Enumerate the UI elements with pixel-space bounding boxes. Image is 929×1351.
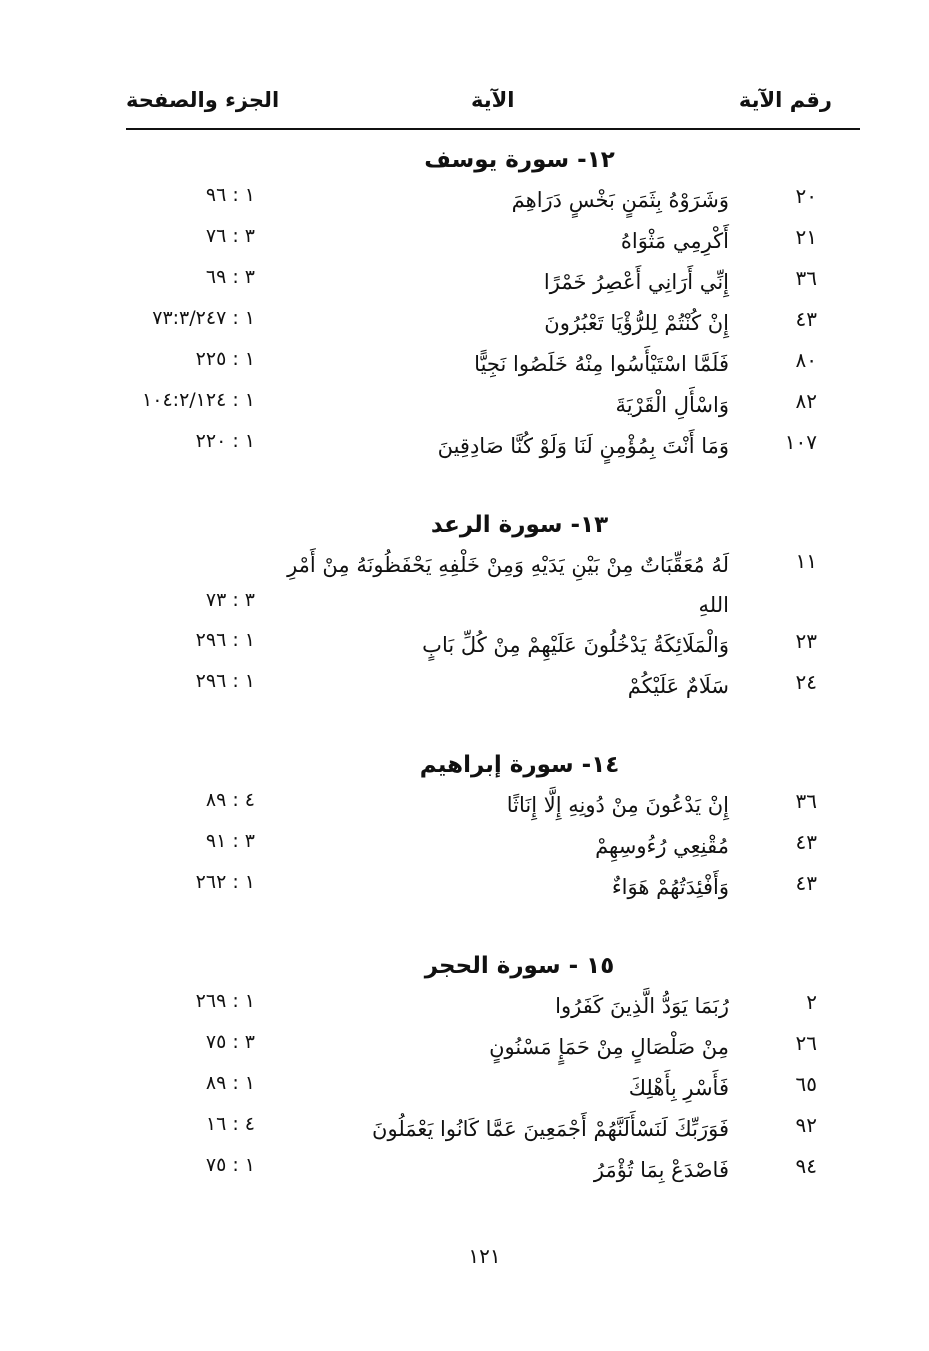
volume-page-reference: ١ : ٨٩ (205, 1072, 255, 1094)
verse-number: ٢٦ (795, 1031, 817, 1055)
section-gap (0, 467, 929, 505)
volume-page-reference: ١ : ٢٩٦ (195, 629, 255, 651)
verse-text: إِنْ كُنْتُمْ لِلرُّؤْيَا تَعْبُرُونَ (544, 311, 729, 335)
volume-page-reference: ٣ : ٧٦ (205, 225, 255, 247)
section-gap (0, 707, 929, 745)
header-verse: الآية (471, 88, 515, 112)
volume-page-reference: ١ : ٢٢٠ (195, 430, 255, 452)
verse-row (0, 826, 929, 867)
header-reference: الجزء والصفحة (126, 88, 280, 112)
verse-number: ٤٣ (795, 830, 817, 854)
surah-section (0, 946, 929, 1191)
header-rule (126, 128, 860, 130)
verse-text: مِنْ صَلْصَالٍ مِنْ حَمَإٍ مَسْنُونٍ (489, 1035, 729, 1059)
verse-text: لَهُ مُعَقِّبَاتٌ مِنْ بَيْنِ يَدَيْهِ وَمِنْ خَلْفِهِ يَحْفَظُونَهُ مِنْ أَمْرِ اللهِ (287, 553, 729, 617)
verse-number: ٢١ (795, 225, 817, 249)
verse-text: وَمَا أَنْتَ بِمُؤْمِنٍ لَنَا وَلَوْ كُنَّا صَادِقِينَ (437, 434, 729, 458)
page-number: ١٢١ (468, 1244, 501, 1268)
verse-number: ٣٦ (795, 789, 817, 813)
section-gap (0, 908, 929, 946)
verse-row (0, 344, 929, 385)
verse-number: ٣٦ (795, 266, 817, 290)
verse-text: أَكْرِمِي مَثْوَاهُ (620, 229, 729, 253)
verse-row (0, 1027, 929, 1068)
verse-row (0, 180, 929, 221)
verse-number: ٨٢ (795, 389, 817, 413)
table-header (126, 88, 860, 122)
verse-row (0, 986, 929, 1027)
volume-page-reference: ١ : ٧٥ (205, 1154, 255, 1176)
volume-page-reference: ٣ : ٦٩ (205, 266, 255, 288)
verse-number: ١٠٧ (784, 430, 817, 454)
verse-number: ٤٣ (795, 871, 817, 895)
surah-title: ١٤- سورة إبراهيم (419, 752, 620, 778)
volume-page-reference: ٣ : ٧٥ (205, 1031, 255, 1053)
verse-row (0, 785, 929, 826)
verse-row (0, 426, 929, 467)
verse-number: ٢ (806, 990, 817, 1014)
verse-text: سَلَامٌ عَلَيْكُمْ (627, 674, 729, 698)
verse-row (0, 1150, 929, 1191)
verse-text: إِنِّي أَرَانِي أَعْصِرُ خَمْرًا (543, 270, 729, 294)
volume-page-reference: ١ : ٩٦ (205, 184, 255, 206)
surah-section (0, 505, 929, 707)
surah-title: ١٢- سورة يوسف (424, 147, 615, 173)
volume-page-reference: ٣ : ٩١ (205, 830, 255, 852)
header-verse-number: رقم الآية (738, 88, 832, 112)
verse-row (0, 1109, 929, 1150)
surah-title: ١٣- سورة الرعد (430, 512, 609, 538)
verse-row (0, 666, 929, 707)
verse-row (0, 625, 929, 666)
verse-text: فَاصْدَعْ بِمَا تُؤْمَرُ (593, 1158, 729, 1182)
volume-page-reference: ١ : ٢٦٢ (195, 871, 255, 893)
volume-page-reference: ١ : ٢٩٦ (195, 670, 255, 692)
volume-page-reference: ٤ : ١٦ (205, 1113, 255, 1135)
verse-row (0, 262, 929, 303)
verse-text: فَلَمَّا اسْتَيْأَسُوا مِنْهُ خَلَصُوا نَجِيًّا (474, 352, 729, 376)
verse-number: ٢٠ (795, 184, 817, 208)
surah-title: ١٥ - سورة الحجر (424, 953, 615, 979)
verse-text: وَالْمَلَائِكَةُ يَدْخُلُونَ عَلَيْهِمْ مِنْ كُلِّ بَابٍ (422, 633, 729, 657)
volume-page-reference: ٤ : ٨٩ (205, 789, 255, 811)
verse-number: ٨٠ (795, 348, 817, 372)
verse-text: وَشَرَوْهُ بِثَمَنٍ بَخْسٍ دَرَاهِمَ (511, 188, 729, 212)
surah-sections (0, 140, 929, 1191)
verse-row (0, 545, 929, 625)
verse-text: فَوَرَبِّكَ لَنَسْأَلَنَّهُمْ أَجْمَعِينَ عَمَّا كَانُوا يَعْمَلُونَ (372, 1117, 729, 1141)
verse-number: ٢٤ (795, 670, 817, 694)
verse-number: ٦٥ (795, 1072, 817, 1096)
verse-row (0, 867, 929, 908)
surah-section (0, 140, 929, 467)
volume-page-reference: ١ : ٧٣:٣/٢٤٧ (152, 307, 255, 329)
volume-page-reference: ٣ : ٧٣ (205, 589, 255, 611)
volume-page-reference: ١ : ٢٢٥ (195, 348, 255, 370)
verse-row (0, 385, 929, 426)
verse-text: مُقْنِعِي رُءُوسِهِمْ (595, 834, 729, 858)
volume-page-reference: ١ : ٢٦٩ (195, 990, 255, 1012)
verse-row (0, 221, 929, 262)
surah-section (0, 745, 929, 908)
verse-row (0, 1068, 929, 1109)
verse-number: ٤٣ (795, 307, 817, 331)
verse-number: ١١ (795, 549, 817, 573)
verse-text: فَأَسْرِ بِأَهْلِكَ (628, 1076, 729, 1100)
volume-page-reference: ١ : ١٠٤:٢/١٢٤ (142, 389, 255, 411)
verse-text: وَأَفْئِدَتُهُمْ هَوَاءٌ (611, 875, 729, 899)
verse-row (0, 303, 929, 344)
verse-number: ٩٢ (795, 1113, 817, 1137)
verse-number: ٢٣ (795, 629, 817, 653)
verse-text: وَاسْأَلِ الْقَرْيَةَ (615, 393, 729, 417)
verse-text: رُبَمَا يَوَدُّ الَّذِينَ كَفَرُوا (555, 994, 729, 1018)
verse-number: ٩٤ (795, 1154, 817, 1178)
verse-text: إِنْ يَدْعُونَ مِنْ دُونِهِ إِلَّا إِنَاثًا (506, 793, 729, 817)
